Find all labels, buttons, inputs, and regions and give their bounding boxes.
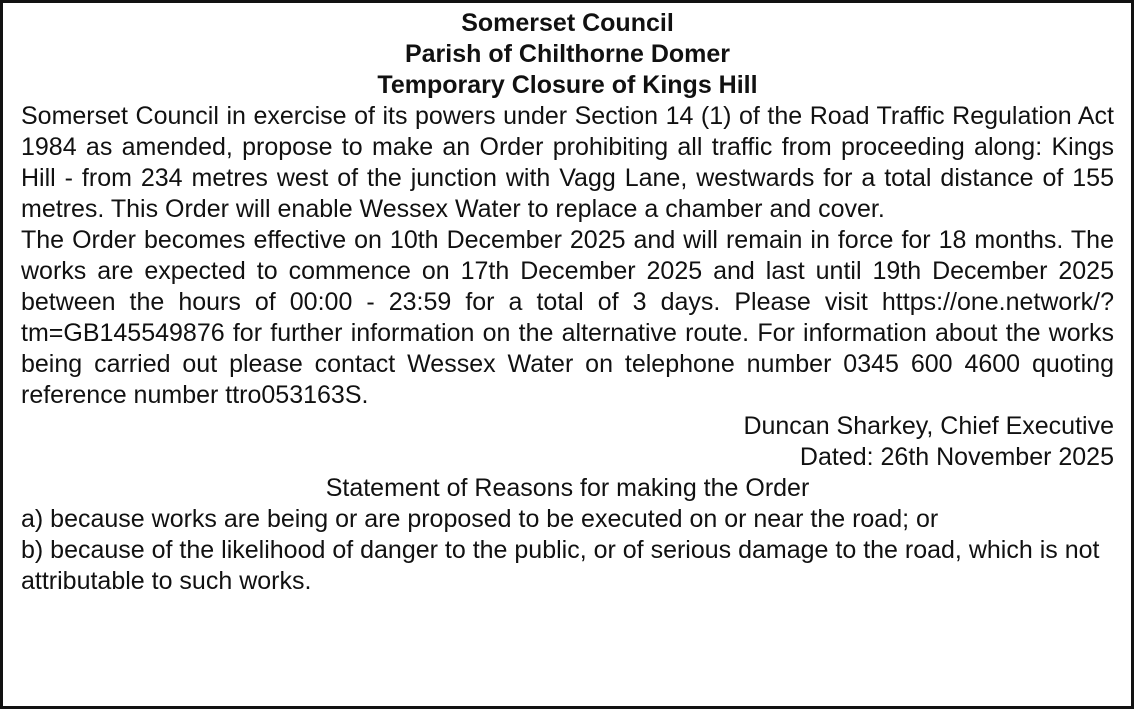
parish-name: Parish of Chilthorne Domer — [404, 40, 731, 68]
order-proposal-paragraph: Somerset Council in exercise of its powers under Section 14 (1) of the Road Traffic Regulation Act 1984 as amended, propose to make an Order prohibiting all traffic from proceeding along: Kings Hill - from 234 metres west of the junction with Vagg Lane, westwards for a total distance of 155 metres. This Order will enable Wessex Water to replace a chamber and cover. — [21, 102, 1114, 223]
council-name: Somerset Council — [461, 9, 674, 37]
order-details-paragraph: The Order becomes effective on 10th December 2025 and will remain in force for 18 months. The works are expected to commence on 17th December 2025 and last until 19th December 2025 between the hours of 00:00 - 23:59 for a total of 3 days. Please visit https://one.network/?tm=GB145549876 for further information on the alternative route. For information about the works being carried out please contact Wessex Water on telephone number 0345 600 4600 quoting reference number ttro053163S. — [21, 226, 1114, 409]
notice-date: Dated: 26th November 2025 — [799, 443, 1114, 471]
signatory-name: Duncan Sharkey, Chief Executive — [743, 412, 1114, 440]
reason-b: b) because of the likelihood of danger to the public, or of serious damage to the road, which is not attributable to such works. — [21, 536, 1100, 595]
reason-a: a) because works are being or are proposed to be executed on or near the road; or — [21, 505, 939, 533]
notice-title: Temporary Closure of Kings Hill — [377, 71, 758, 99]
reasons-heading: Statement of Reasons for making the Order — [325, 474, 810, 502]
